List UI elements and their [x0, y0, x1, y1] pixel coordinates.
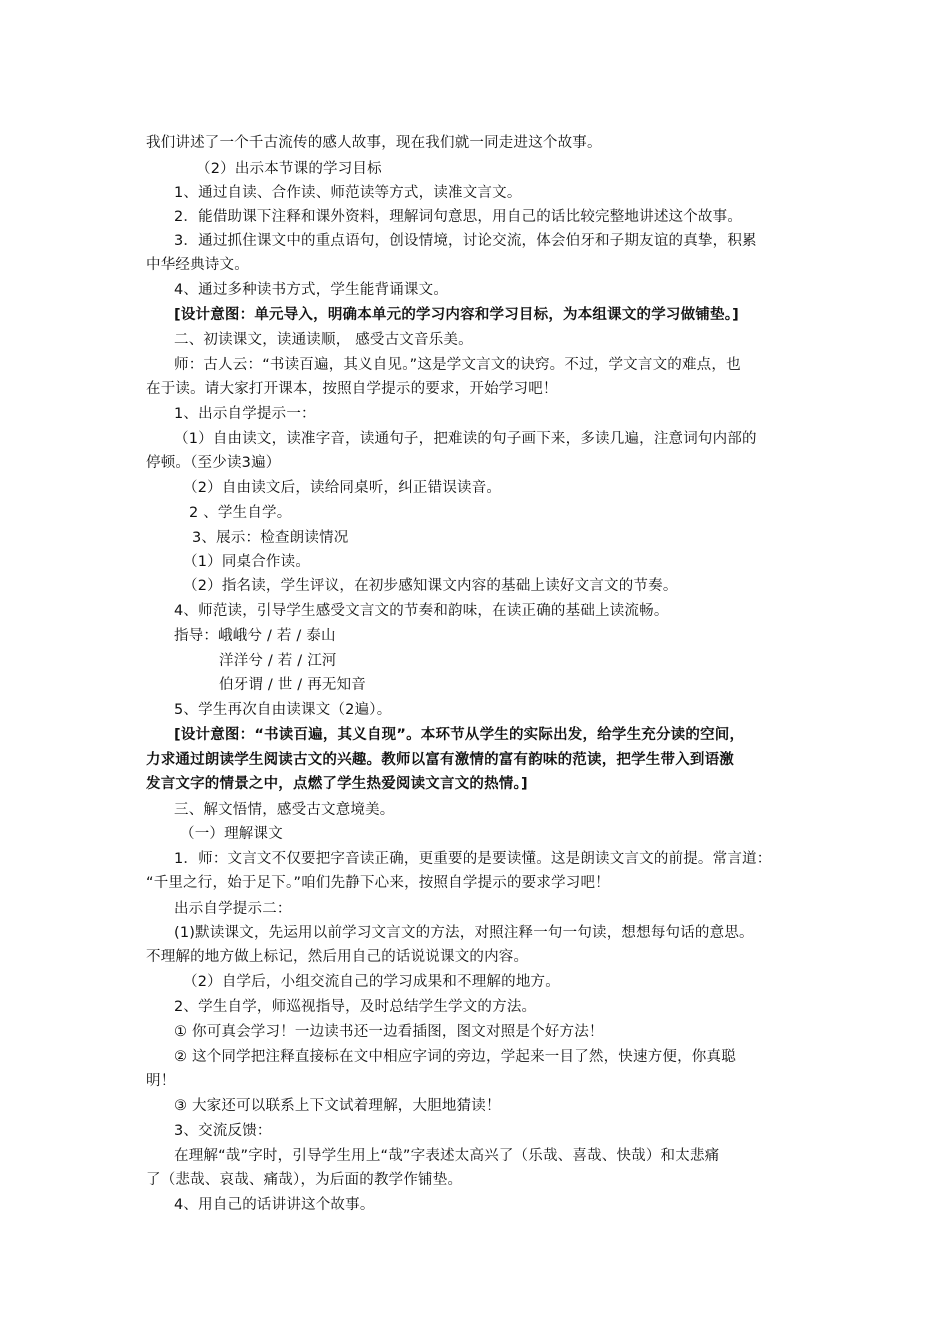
- text-line: （2）指名读，学生评议，在初步感知课文内容的基础上读好文言文的节奏。: [183, 578, 678, 594]
- text-line: ③ 大家还可以联系上下文试着理解，大胆地猜读！: [174, 1098, 501, 1114]
- text-line: 1．师：文言文不仅要把字音读正确，更重要的是要读懂。这是朗读文言文的前提。常言道：: [174, 851, 772, 867]
- text-line: 伯牙谓 / 世 / 再无知音: [219, 677, 367, 693]
- text-line: （2）自由读文后，读给同桌听，纠正错误读音。: [183, 480, 502, 496]
- text-line: 明！: [146, 1073, 176, 1089]
- text-line: 4、通过多种读书方式，学生能背诵课文。: [174, 282, 449, 298]
- text-line: 师：古人云：“书读百遍，其义自见。”这是学文言文的诀窍。不过，学文言文的难点，也: [174, 357, 741, 373]
- text-line: (1)默读课文，先运用以前学习文言文的方法，对照注释一句一句读，想想每句话的意思。: [174, 925, 754, 941]
- design-intent-text: [设计意图：“书读百遍，其义自现”。本环节从学生的实际出发，给学生充分读的空间，: [174, 727, 745, 743]
- design-intent-text: 力求通过朗读学生阅读古文的兴趣。教师以富有激情的富有韵味的范读，把学生带入到语激: [146, 752, 734, 768]
- text-line: （1）同桌合作读。: [183, 554, 311, 570]
- text-line: 3、展示：检查朗读情况: [192, 530, 349, 546]
- text-line: 二、初读课文，读通读顺， 感受古文音乐美。: [174, 332, 473, 348]
- text-line: （一）理解课文: [180, 826, 283, 842]
- text-line: （2）出示本节课的学习目标: [196, 161, 382, 177]
- text-line: 1、通过自读、合作读、师范读等方式，读准文言文。: [174, 185, 522, 201]
- text-line: 5、学生再次自由读课文（2遍）。: [174, 702, 392, 718]
- text-line: 1、出示自学提示一：: [174, 406, 316, 422]
- design-intent-text: 发言文字的情景之中，点燃了学生热爱阅读文言文的热情。]: [146, 776, 528, 792]
- text-line: “千里之行，始于足下。”咱们先静下心来，按照自学提示的要求学习吧！: [146, 875, 610, 891]
- text-line: ① 你可真会学习！一边读书还一边看插图，图文对照是个好方法！: [174, 1024, 604, 1040]
- text-line: ② 这个同学把注释直接标在文中相应字词的旁边，学起来一目了然，快速方便，你真聪: [174, 1049, 736, 1065]
- text-line: （2）自学后，小组交流自己的学习成果和不理解的地方。: [183, 974, 560, 990]
- text-line: 3、交流反馈：: [174, 1123, 272, 1139]
- text-line: 2、学生自学，师巡视指导，及时总结学生学文的方法。: [174, 999, 537, 1015]
- text-line: 洋洋兮 / 若 / 江河: [219, 653, 337, 669]
- text-line: 在于读。请大家打开课本，按照自学提示的要求，开始学习吧！: [146, 381, 558, 397]
- text-line: 2．能借助课下注释和课外资料，理解词句意思，用自己的话比较完整地讲述这个故事。: [174, 209, 743, 225]
- text-line: 不理解的地方做上标记，然后用自己的话说说课文的内容。: [146, 949, 529, 965]
- text-line: 我们讲述了一个千古流传的感人故事，现在我们就一同走进这个故事。: [146, 135, 602, 151]
- text-line: 2 、学生自学。: [189, 505, 292, 521]
- text-line: 停顿。（至少读3遍）: [146, 455, 281, 471]
- text-line: 在理解“哉”字时，引导学生用上“哉”字表述太高兴了（乐哉、喜哉、快哉）和太悲痛: [174, 1148, 720, 1164]
- text-line: 4、用自己的话讲讲这个故事。: [174, 1197, 375, 1213]
- text-line: 中华经典诗文。: [146, 257, 249, 273]
- design-intent-text: [设计意图：单元导入，明确本单元的学习内容和学习目标，为本组课文的学习做铺垫。]: [174, 307, 740, 323]
- text-line: （1）自由读文，读准字音，读通句子，把难读的句子画下来，多读几遍，注意词句内部的: [174, 431, 757, 447]
- text-line: 出示自学提示二：: [174, 901, 292, 917]
- text-line: 了（悲哉、哀哉、痛哉），为后面的教学作铺垫。: [146, 1172, 463, 1188]
- text-line: 4、师范读，引导学生感受文言文的节奏和韵味，在读正确的基础上读流畅。: [174, 603, 669, 619]
- text-line: 指导：峨峨兮 / 若 / 泰山: [174, 628, 336, 644]
- text-line: 三、解文悟情，感受古文意境美。: [174, 802, 395, 818]
- text-line: 3．通过抓住课文中的重点语句，创设情境，讨论交流，体会伯牙和子期友谊的真挚，积累: [174, 233, 757, 249]
